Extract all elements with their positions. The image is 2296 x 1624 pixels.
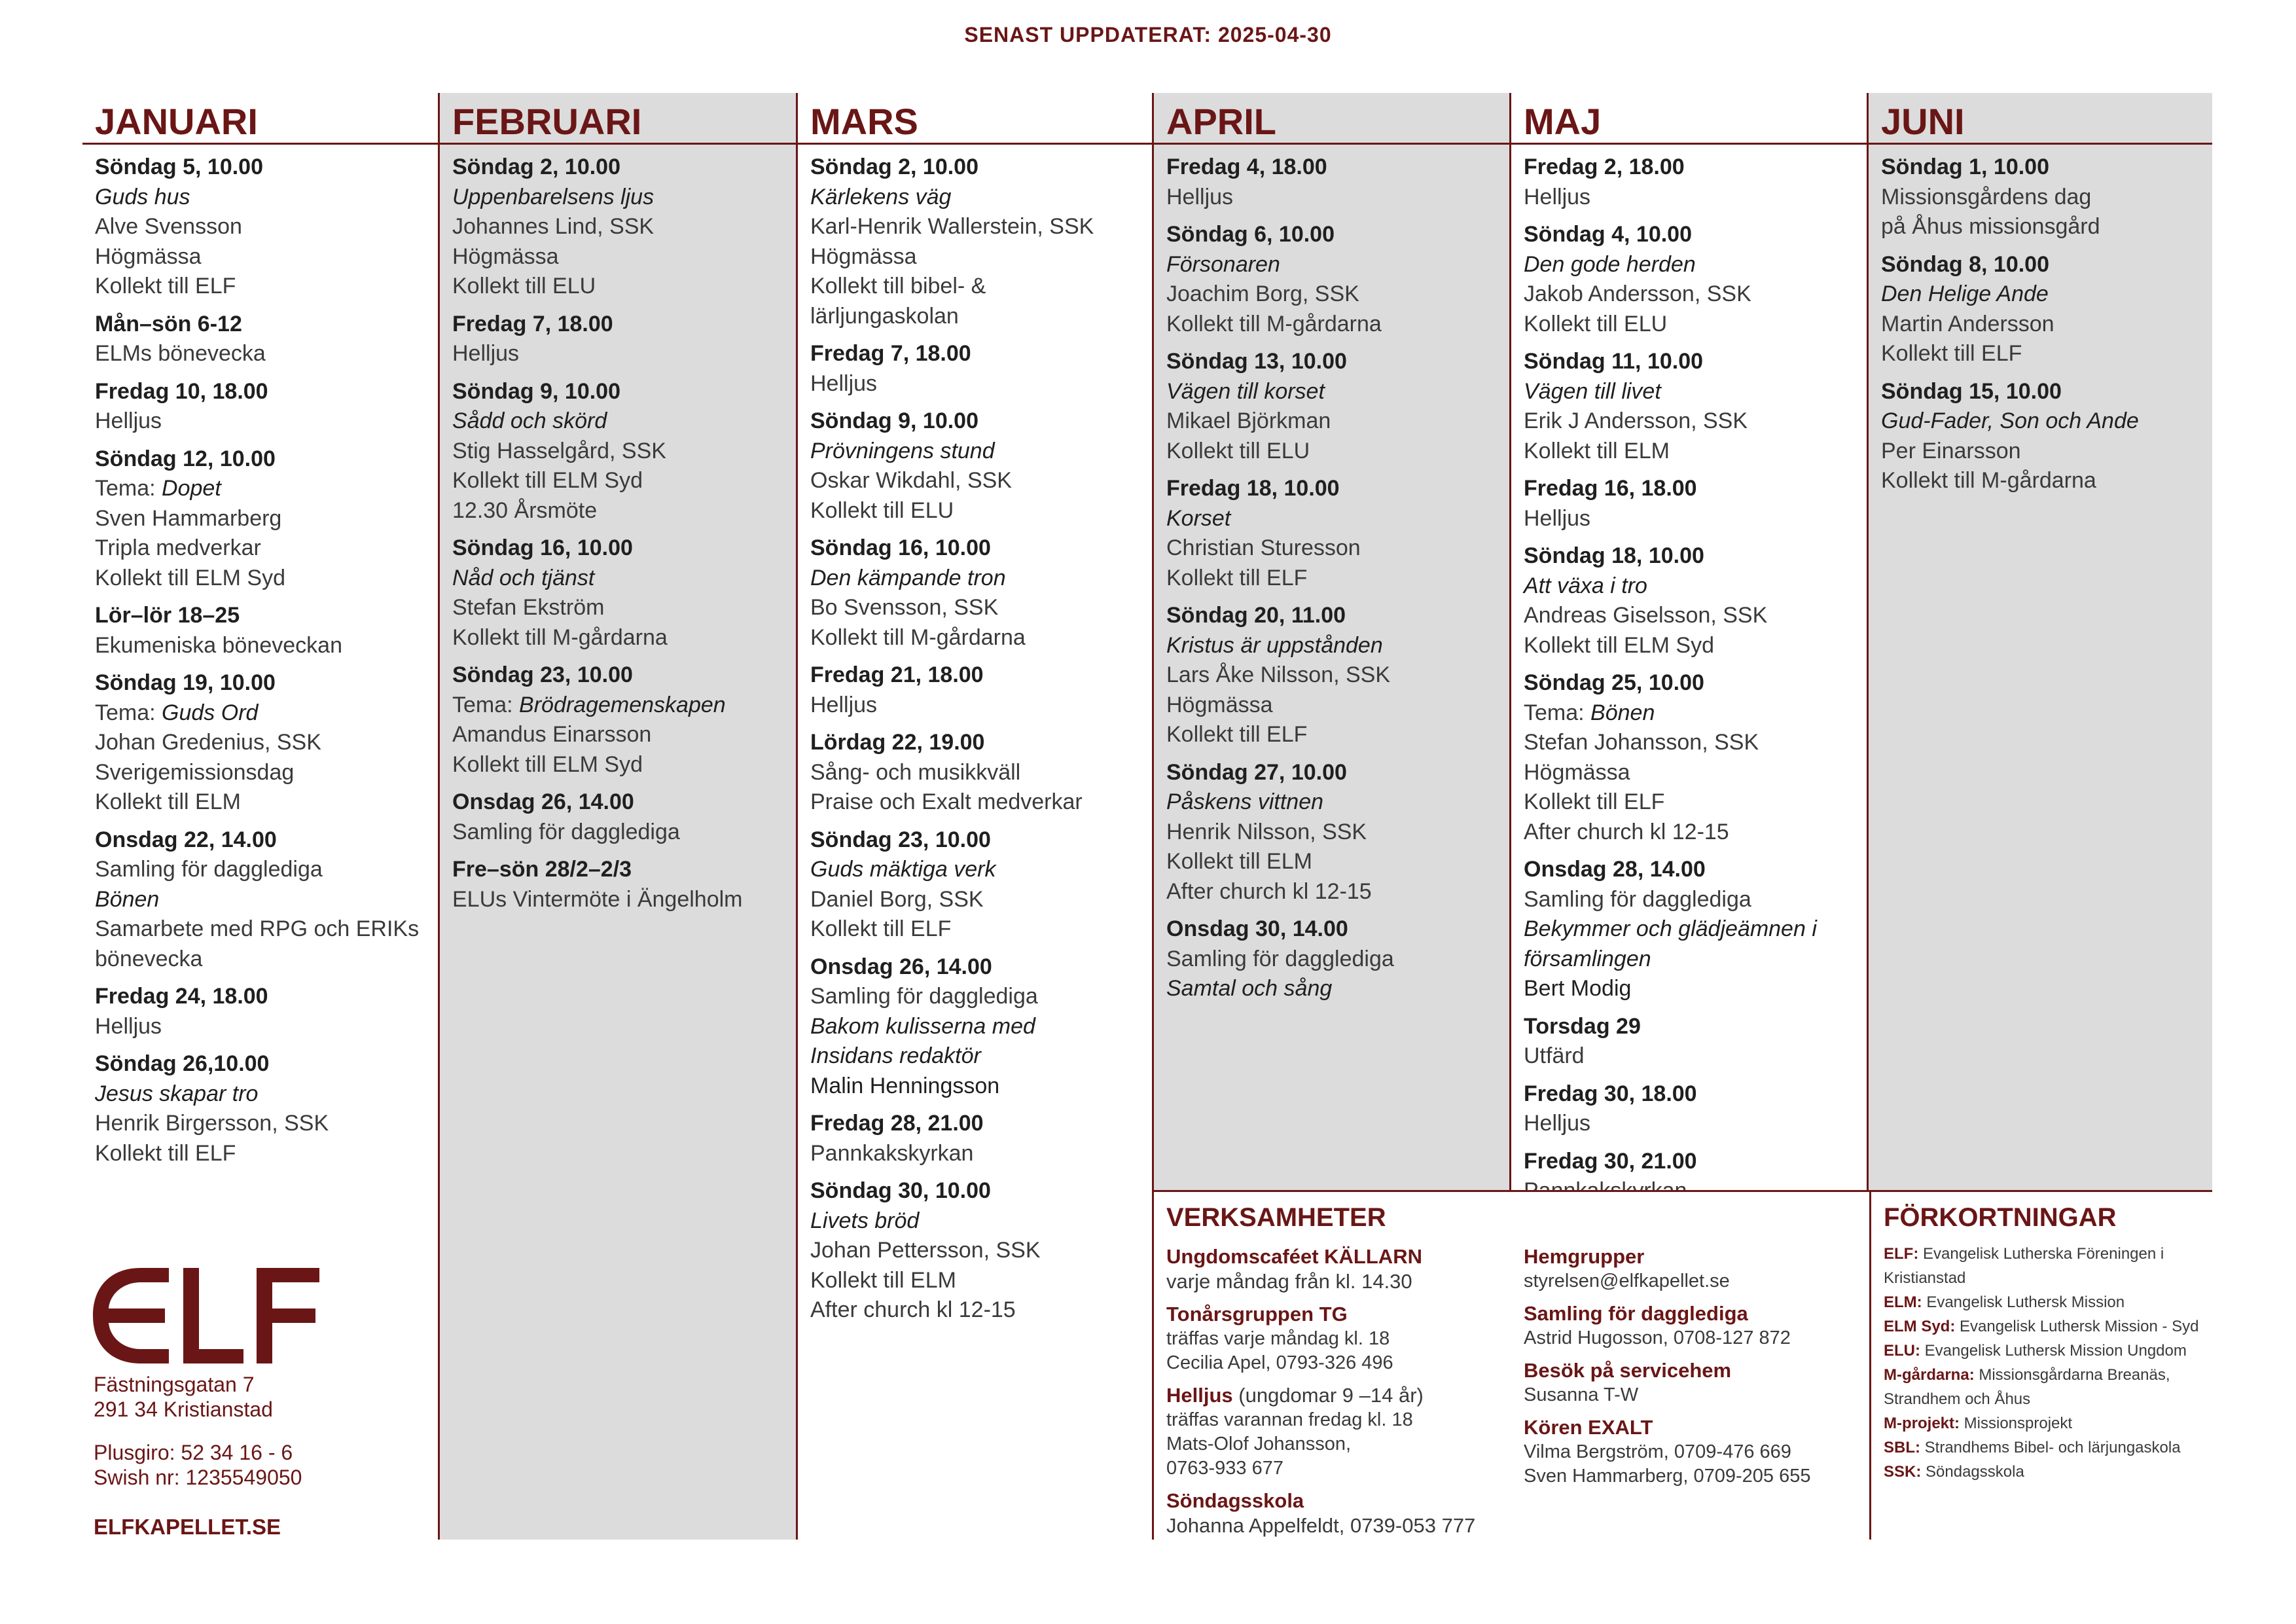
- event: [1166, 474, 1504, 593]
- event-detail: Helljus: [452, 341, 520, 366]
- event-date: Söndag 2, 10.00: [452, 154, 620, 179]
- website-link[interactable]: ELFKAPELLET.SE: [94, 1515, 281, 1539]
- event-date: Fredag 7, 18.00: [452, 311, 613, 336]
- event: [452, 377, 790, 526]
- event-date: Söndag 20, 11.00: [1166, 603, 1346, 628]
- event-date: Söndag 6, 10.00: [1166, 222, 1335, 247]
- activity-detail: Cecilia Apel, 0793-326 496: [1166, 1352, 1393, 1373]
- event-date: Onsdag 28, 14.00: [1524, 857, 1706, 882]
- event-detail: Johan Pettersson, SSK: [810, 1238, 1041, 1263]
- event: [1524, 668, 1861, 847]
- event-detail: Daniel Borg, SSK: [810, 886, 984, 912]
- event-detail: Helljus: [1524, 505, 1591, 531]
- event-date: Onsdag 26, 14.00: [810, 954, 992, 979]
- abbreviation: SBL: Strandhems Bibel- och lärjungaskola: [1884, 1439, 2181, 1456]
- activity: [1524, 1244, 1864, 1293]
- abbreviation: M-gårdarna: Missionsgårdarna Breanäs, Strandhem och Åhus: [1884, 1366, 2170, 1408]
- event-title: Den Helige Ande: [1881, 281, 2049, 306]
- event-detail: Martin Andersson: [1881, 311, 2054, 336]
- event-detail: Samling för dagglediga: [95, 857, 323, 882]
- activity-detail: 0763-933 677: [1166, 1458, 1283, 1479]
- event-date: Söndag 1, 10.00: [1881, 154, 2049, 179]
- event-detail: Kollekt till bibel- &: [810, 274, 986, 298]
- event-detail: Högmässa: [1524, 759, 1630, 785]
- event-detail: After church kl 12-15: [810, 1297, 1016, 1322]
- activity: [1524, 1415, 1864, 1489]
- event-title: Vägen till korset: [1166, 378, 1325, 404]
- event-theme: Tema: Bönen: [1524, 700, 1655, 725]
- abbreviation: M-projekt: Missionsprojekt: [1884, 1415, 2073, 1432]
- event-title: Jesus skapar tro: [95, 1081, 259, 1106]
- activity-title: Helljus (ungdomar 9 –14 år): [1166, 1384, 1424, 1407]
- event-detail: ELUs Vintermöte i Ängelholm: [452, 886, 743, 912]
- event-detail: lärljungaskolan: [810, 303, 959, 329]
- event-detail: Stefan Johansson, SSK: [1524, 730, 1759, 755]
- event-title: församlingen: [1524, 946, 1651, 971]
- event-detail: Högmässa: [810, 244, 917, 269]
- event-detail: Kollekt till ELF: [1524, 789, 1665, 814]
- activity-title: Tonårsgruppen TG: [1166, 1303, 1348, 1326]
- event-detail: Kollekt till ELM: [1166, 849, 1312, 874]
- activity-detail: träffas varannan fredag kl. 18: [1166, 1409, 1413, 1430]
- event: [95, 310, 435, 369]
- activity-detail: Susanna T-W: [1524, 1384, 1639, 1405]
- event: [1524, 1012, 1861, 1072]
- event-title: Gud-Fader, Son och Ande: [1881, 408, 2139, 433]
- event-detail: Kollekt till ELF: [1166, 722, 1308, 747]
- event-date: Fredag 30, 21.00: [1524, 1148, 1697, 1174]
- verksamheter-box: [1152, 1190, 1869, 1540]
- contact-info: [94, 1372, 302, 1490]
- event: [452, 533, 790, 653]
- event: [95, 668, 435, 818]
- event: [452, 153, 790, 302]
- event-detail: Pannkakskyrkan: [810, 1140, 974, 1166]
- verksamheter-title: VERKSAMHETER: [1166, 1203, 1386, 1232]
- event-date: Söndag 16, 10.00: [810, 535, 991, 560]
- event-date: Söndag 16, 10.00: [452, 535, 633, 560]
- event-date: Söndag 15, 10.00: [1881, 378, 2062, 404]
- event-detail: Kollekt till M-gårdarna: [810, 624, 1026, 650]
- activity: [1166, 1244, 1513, 1294]
- event-detail: ELMs bönevecka: [95, 341, 266, 366]
- event-title: Bakom kulisserna med: [810, 1013, 1035, 1039]
- event-title: Den kämpande tron: [810, 565, 1006, 590]
- last-updated: SENAST UPPDATERAT: 2025-04-30: [964, 23, 1332, 46]
- event-theme: Tema: Brödragemenskapen: [452, 692, 726, 717]
- event: [1881, 250, 2206, 369]
- event-title: Vägen till livet: [1524, 378, 1661, 404]
- event-detail: Kollekt till ELM Syd: [452, 751, 643, 777]
- event: [1524, 347, 1861, 466]
- activity-detail: Mats-Olof Johansson,: [1166, 1434, 1352, 1454]
- event-date: Fredag 2, 18.00: [1524, 154, 1685, 179]
- event-detail: Kollekt till M-gårdarna: [1881, 468, 2096, 493]
- event: [810, 153, 1148, 331]
- event-detail: Amandus Einarsson: [452, 722, 652, 747]
- event-detail: Kollekt till ELF: [95, 274, 236, 298]
- event: [95, 601, 435, 660]
- event-date: Söndag 18, 10.00: [1524, 543, 1704, 568]
- event-date: Lördag 22, 19.00: [810, 730, 985, 755]
- event: [1524, 855, 1861, 1004]
- event-title: Påskens vittnen: [1166, 789, 1324, 814]
- month-column-april: [1152, 93, 1511, 1193]
- abbreviation: ELM Syd: Evangelisk Luthersk Mission - Syd: [1884, 1318, 2199, 1335]
- event-detail: Kollekt till ELM Syd: [452, 468, 643, 493]
- event-date: Fredag 28, 21.00: [810, 1111, 984, 1136]
- event-detail: Helljus: [1524, 184, 1591, 209]
- event-detail: Tripla medverkar: [95, 535, 261, 560]
- event-detail: Alve Svensson: [95, 214, 242, 239]
- month-heading: APRIL: [1154, 93, 1511, 145]
- event-date: Fredag 18, 10.00: [1166, 476, 1340, 501]
- activity-title: Hemgrupper: [1524, 1245, 1645, 1268]
- abbreviation: ELM: Evangelisk Luthersk Mission: [1884, 1293, 2125, 1311]
- event-date: Söndag 26,10.00: [95, 1051, 270, 1076]
- event-detail: Högmässa: [95, 244, 202, 269]
- event-detail: Högmässa: [452, 244, 559, 269]
- event-detail: Kollekt till ELM: [810, 1267, 956, 1293]
- activity-detail: Astrid Hugosson, 0708-127 872: [1524, 1327, 1791, 1348]
- event-detail: Kollekt till M-gårdarna: [452, 624, 668, 650]
- event-title: Kärlekens väg: [810, 184, 952, 209]
- event: [1524, 1079, 1861, 1139]
- event: [1524, 220, 1861, 339]
- event-detail: Bert Modig: [1524, 976, 1632, 1001]
- event-title: Den gode herden: [1524, 251, 1696, 277]
- event-detail: Bo Svensson, SSK: [810, 595, 999, 620]
- activity-detail: träffas varje måndag kl. 18: [1166, 1328, 1390, 1349]
- event-detail: Johan Gredenius, SSK: [95, 730, 321, 755]
- event-detail: bönevecka: [95, 946, 203, 971]
- event-detail: Henrik Nilsson, SSK: [1166, 819, 1367, 844]
- activity-detail: Johanna Appelfeldt, 0739-053 777: [1166, 1514, 1476, 1537]
- event: [95, 982, 435, 1041]
- event-detail: Sverigemissionsdag: [95, 759, 295, 785]
- event-date: Fredag 7, 18.00: [810, 341, 971, 366]
- activity-title: Ungdomscaféet KÄLLARN: [1166, 1245, 1422, 1268]
- plusgiro: Plusgiro: 52 34 16 - 6: [94, 1441, 293, 1464]
- event-date: Söndag 4, 10.00: [1524, 222, 1692, 247]
- event-detail: Samling för dagglediga: [1524, 886, 1751, 912]
- event: [95, 444, 435, 594]
- month-column-juni: [1867, 93, 2212, 1193]
- event-detail: Missionsgårdens dag: [1881, 184, 2092, 209]
- event-detail: Helljus: [810, 692, 878, 717]
- event-detail: Samling för dagglediga: [452, 819, 680, 844]
- swish: Swish nr: 1235549050: [94, 1466, 302, 1489]
- event-detail: Helljus: [810, 370, 878, 396]
- event: [810, 825, 1148, 945]
- event-detail: Per Einarsson: [1881, 438, 2021, 463]
- event-detail: Kollekt till ELM Syd: [1524, 632, 1714, 658]
- event-title: Sådd och skörd: [452, 408, 607, 433]
- event-title: Samtal och sång: [1166, 976, 1333, 1001]
- event: [452, 787, 790, 847]
- event: [1524, 153, 1861, 212]
- event-detail: Kollekt till ELF: [95, 1140, 236, 1166]
- event: [810, 1176, 1148, 1326]
- event-detail: Kollekt till M-gårdarna: [1166, 311, 1382, 336]
- event-detail: Karl-Henrik Wallerstein, SSK: [810, 214, 1094, 239]
- activity: [1166, 1302, 1513, 1375]
- event-detail: Erik J Andersson, SSK: [1524, 408, 1748, 433]
- event-detail: Sång- och musikkväll: [810, 759, 1021, 785]
- event-detail: Joachim Borg, SSK: [1166, 281, 1359, 306]
- event: [810, 952, 1148, 1102]
- event-date: Onsdag 22, 14.00: [95, 827, 277, 852]
- event-detail: Johannes Lind, SSK: [452, 214, 655, 239]
- abbreviation: ELF: Evangelisk Lutherska Föreningen i Kristianstad: [1884, 1245, 2164, 1287]
- month-heading: JUNI: [1869, 93, 2212, 145]
- event-date: Söndag 11, 10.00: [1524, 349, 1704, 374]
- event-detail: Stig Hasselgård, SSK: [452, 438, 666, 463]
- event-detail: Kollekt till ELM Syd: [95, 565, 285, 590]
- event: [810, 339, 1148, 399]
- event-title: Guds hus: [95, 184, 190, 209]
- event: [95, 377, 435, 437]
- event: [810, 728, 1148, 818]
- activity: [1166, 1489, 1513, 1538]
- event-detail: 12.30 Årsmöte: [452, 497, 598, 523]
- activity-detail: varje måndag från kl. 14.30: [1166, 1270, 1412, 1293]
- event-detail: Stefan Ekström: [452, 595, 605, 620]
- event-detail: Helljus: [1166, 184, 1234, 209]
- event-date: Fredag 30, 18.00: [1524, 1081, 1697, 1106]
- abbreviation: ELU: Evangelisk Luthersk Mission Ungdom: [1884, 1342, 2187, 1360]
- activity: [1524, 1301, 1864, 1350]
- event-date: Söndag 12, 10.00: [95, 446, 276, 471]
- event-detail: Kollekt till ELF: [810, 916, 952, 941]
- event-title: Nåd och tjänst: [452, 565, 595, 590]
- month-heading: MAJ: [1511, 93, 1868, 145]
- event: [1166, 220, 1504, 339]
- event-date: Fredag 4, 18.00: [1166, 154, 1327, 179]
- event-date: Söndag 25, 10.00: [1524, 670, 1704, 695]
- event-detail: Ekumeniska böneveckan: [95, 632, 343, 658]
- activity-detail: Vilma Bergström, 0709-476 669: [1524, 1441, 1791, 1462]
- event-theme: Tema: Dopet: [95, 476, 221, 501]
- verksamheter-left: [1166, 1244, 1513, 1546]
- event: [95, 1049, 435, 1168]
- verksamheter-right: [1524, 1244, 1864, 1496]
- event-title: Insidans redaktör: [810, 1043, 981, 1068]
- event-detail: Helljus: [95, 1013, 162, 1039]
- event-title: Guds mäktiga verk: [810, 857, 996, 882]
- event: [1166, 347, 1504, 466]
- event-detail: Samling för dagglediga: [1166, 946, 1394, 971]
- event-theme: Tema: Guds Ord: [95, 700, 259, 725]
- event: [1881, 153, 2206, 242]
- event-date: Fredag 24, 18.00: [95, 984, 268, 1009]
- event-detail: Lars Åke Nilsson, SSK: [1166, 662, 1391, 687]
- event: [1166, 914, 1504, 1004]
- abbreviation: SSK: Söndagsskola: [1884, 1463, 2024, 1481]
- event: [452, 855, 790, 914]
- event-date: Söndag 5, 10.00: [95, 154, 263, 179]
- event-title: Bekymmer och glädjeämnen i: [1524, 916, 1817, 941]
- month-column-mars: [796, 93, 1155, 1540]
- event-date: Onsdag 26, 14.00: [452, 789, 634, 814]
- event-detail: Kollekt till ELU: [810, 497, 954, 523]
- month-heading: MARS: [798, 93, 1155, 145]
- event-date: Söndag 2, 10.00: [810, 154, 978, 179]
- event-date: Fredag 10, 18.00: [95, 378, 268, 404]
- activity-detail: styrelsen@elfkapellet.se: [1524, 1271, 1730, 1291]
- event: [1166, 758, 1504, 907]
- event-date: Söndag 30, 10.00: [810, 1178, 991, 1203]
- event-detail: After church kl 12-15: [1166, 878, 1372, 904]
- elf-logo: [92, 1267, 321, 1365]
- event-date: Söndag 23, 10.00: [452, 662, 633, 687]
- event-date: Fre–sön 28/2–2/3: [452, 857, 632, 882]
- event-detail: på Åhus missionsgård: [1881, 214, 2100, 239]
- event-detail: Praise och Exalt medverkar: [810, 789, 1083, 814]
- event-date: Fredag 16, 18.00: [1524, 476, 1697, 501]
- event: [810, 660, 1148, 720]
- event: [810, 406, 1148, 526]
- event: [1524, 541, 1861, 660]
- event-detail: Samling för dagglediga: [810, 984, 1038, 1009]
- activity: [1524, 1358, 1864, 1407]
- event-date: Mån–sön 6-12: [95, 311, 242, 336]
- event: [810, 533, 1148, 653]
- event-detail: Kollekt till ELU: [1524, 311, 1668, 336]
- month-column-februari: [438, 93, 797, 1540]
- event-detail: Kollekt till ELF: [1881, 341, 2022, 366]
- event-title: Prövningens stund: [810, 438, 995, 463]
- event-date: Söndag 9, 10.00: [452, 378, 620, 404]
- event-detail: Oskar Wikdahl, SSK: [810, 468, 1012, 493]
- event-detail: Helljus: [1524, 1111, 1591, 1136]
- event: [810, 1109, 1148, 1168]
- event-title: Kristus är uppstånden: [1166, 632, 1383, 658]
- event-detail: Kollekt till ELU: [1166, 438, 1310, 463]
- event-detail: Kollekt till ELM: [1524, 438, 1670, 463]
- activity-title: Besök på servicehem: [1524, 1359, 1732, 1382]
- event-title: Bönen: [95, 886, 160, 912]
- event-detail: Utfärd: [1524, 1043, 1585, 1068]
- forkortningar-title: FÖRKORTNINGAR: [1884, 1203, 2117, 1232]
- event-date: Söndag 8, 10.00: [1881, 251, 2049, 277]
- event-detail: Kollekt till ELF: [1166, 565, 1308, 590]
- event-title: Livets bröd: [810, 1208, 920, 1233]
- event-detail: Andreas Giselsson, SSK: [1524, 603, 1768, 628]
- activity-detail: Sven Hammarberg, 0709-205 655: [1524, 1466, 1811, 1487]
- event: [1881, 377, 2206, 496]
- activity-title: Kören EXALT: [1524, 1416, 1653, 1439]
- event: [95, 825, 435, 975]
- activity-title: Söndagsskola: [1166, 1489, 1304, 1512]
- event-detail: Christian Sturesson: [1166, 535, 1361, 560]
- event-title: Uppenbarelsens ljus: [452, 184, 655, 209]
- forkortningar-list: [1884, 1233, 2212, 1484]
- event-title: Korset: [1166, 505, 1231, 531]
- event-detail: Sven Hammarberg: [95, 505, 282, 531]
- event-date: Söndag 9, 10.00: [810, 408, 978, 433]
- activity: [1166, 1383, 1513, 1481]
- event: [452, 660, 790, 780]
- event-detail: Helljus: [95, 408, 162, 433]
- event-date: Söndag 27, 10.00: [1166, 759, 1347, 785]
- event-detail: Kollekt till ELU: [452, 274, 596, 298]
- event-date: Lör–lör 18–25: [95, 603, 240, 628]
- event-date: Söndag 23, 10.00: [810, 827, 991, 852]
- address-street: Fästningsgatan 7: [94, 1373, 255, 1396]
- event: [452, 310, 790, 369]
- event-title: Försonaren: [1166, 251, 1280, 277]
- event-detail: Högmässa: [1166, 692, 1273, 717]
- event-title: Att växa i tro: [1524, 573, 1647, 598]
- event-date: Söndag 13, 10.00: [1166, 349, 1347, 374]
- month-heading: JANUARI: [82, 93, 441, 145]
- event-detail: Samarbete med RPG och ERIKs: [95, 916, 420, 941]
- event: [1166, 601, 1504, 750]
- event-detail: Kollekt till ELM: [95, 789, 241, 814]
- event: [1166, 153, 1504, 212]
- event-detail: After church kl 12-15: [1524, 819, 1729, 844]
- month-heading: FEBRUARI: [440, 93, 797, 145]
- activity-title: Samling för dagglediga: [1524, 1302, 1748, 1325]
- month-column-maj: [1509, 93, 1868, 1193]
- event-date: Fredag 21, 18.00: [810, 662, 984, 687]
- event-date: Torsdag 29: [1524, 1013, 1641, 1039]
- event-detail: Mikael Björkman: [1166, 408, 1331, 433]
- event-detail: Henrik Birgersson, SSK: [95, 1111, 329, 1136]
- address-city: 291 34 Kristianstad: [94, 1398, 273, 1421]
- forkortningar-box: [1869, 1190, 2212, 1540]
- event: [95, 153, 435, 302]
- event-date: Onsdag 30, 14.00: [1166, 916, 1348, 941]
- event-detail: Malin Henningsson: [810, 1073, 1000, 1098]
- event-detail: Jakob Andersson, SSK: [1524, 281, 1751, 306]
- event-date: Söndag 19, 10.00: [95, 670, 276, 695]
- event: [1524, 474, 1861, 533]
